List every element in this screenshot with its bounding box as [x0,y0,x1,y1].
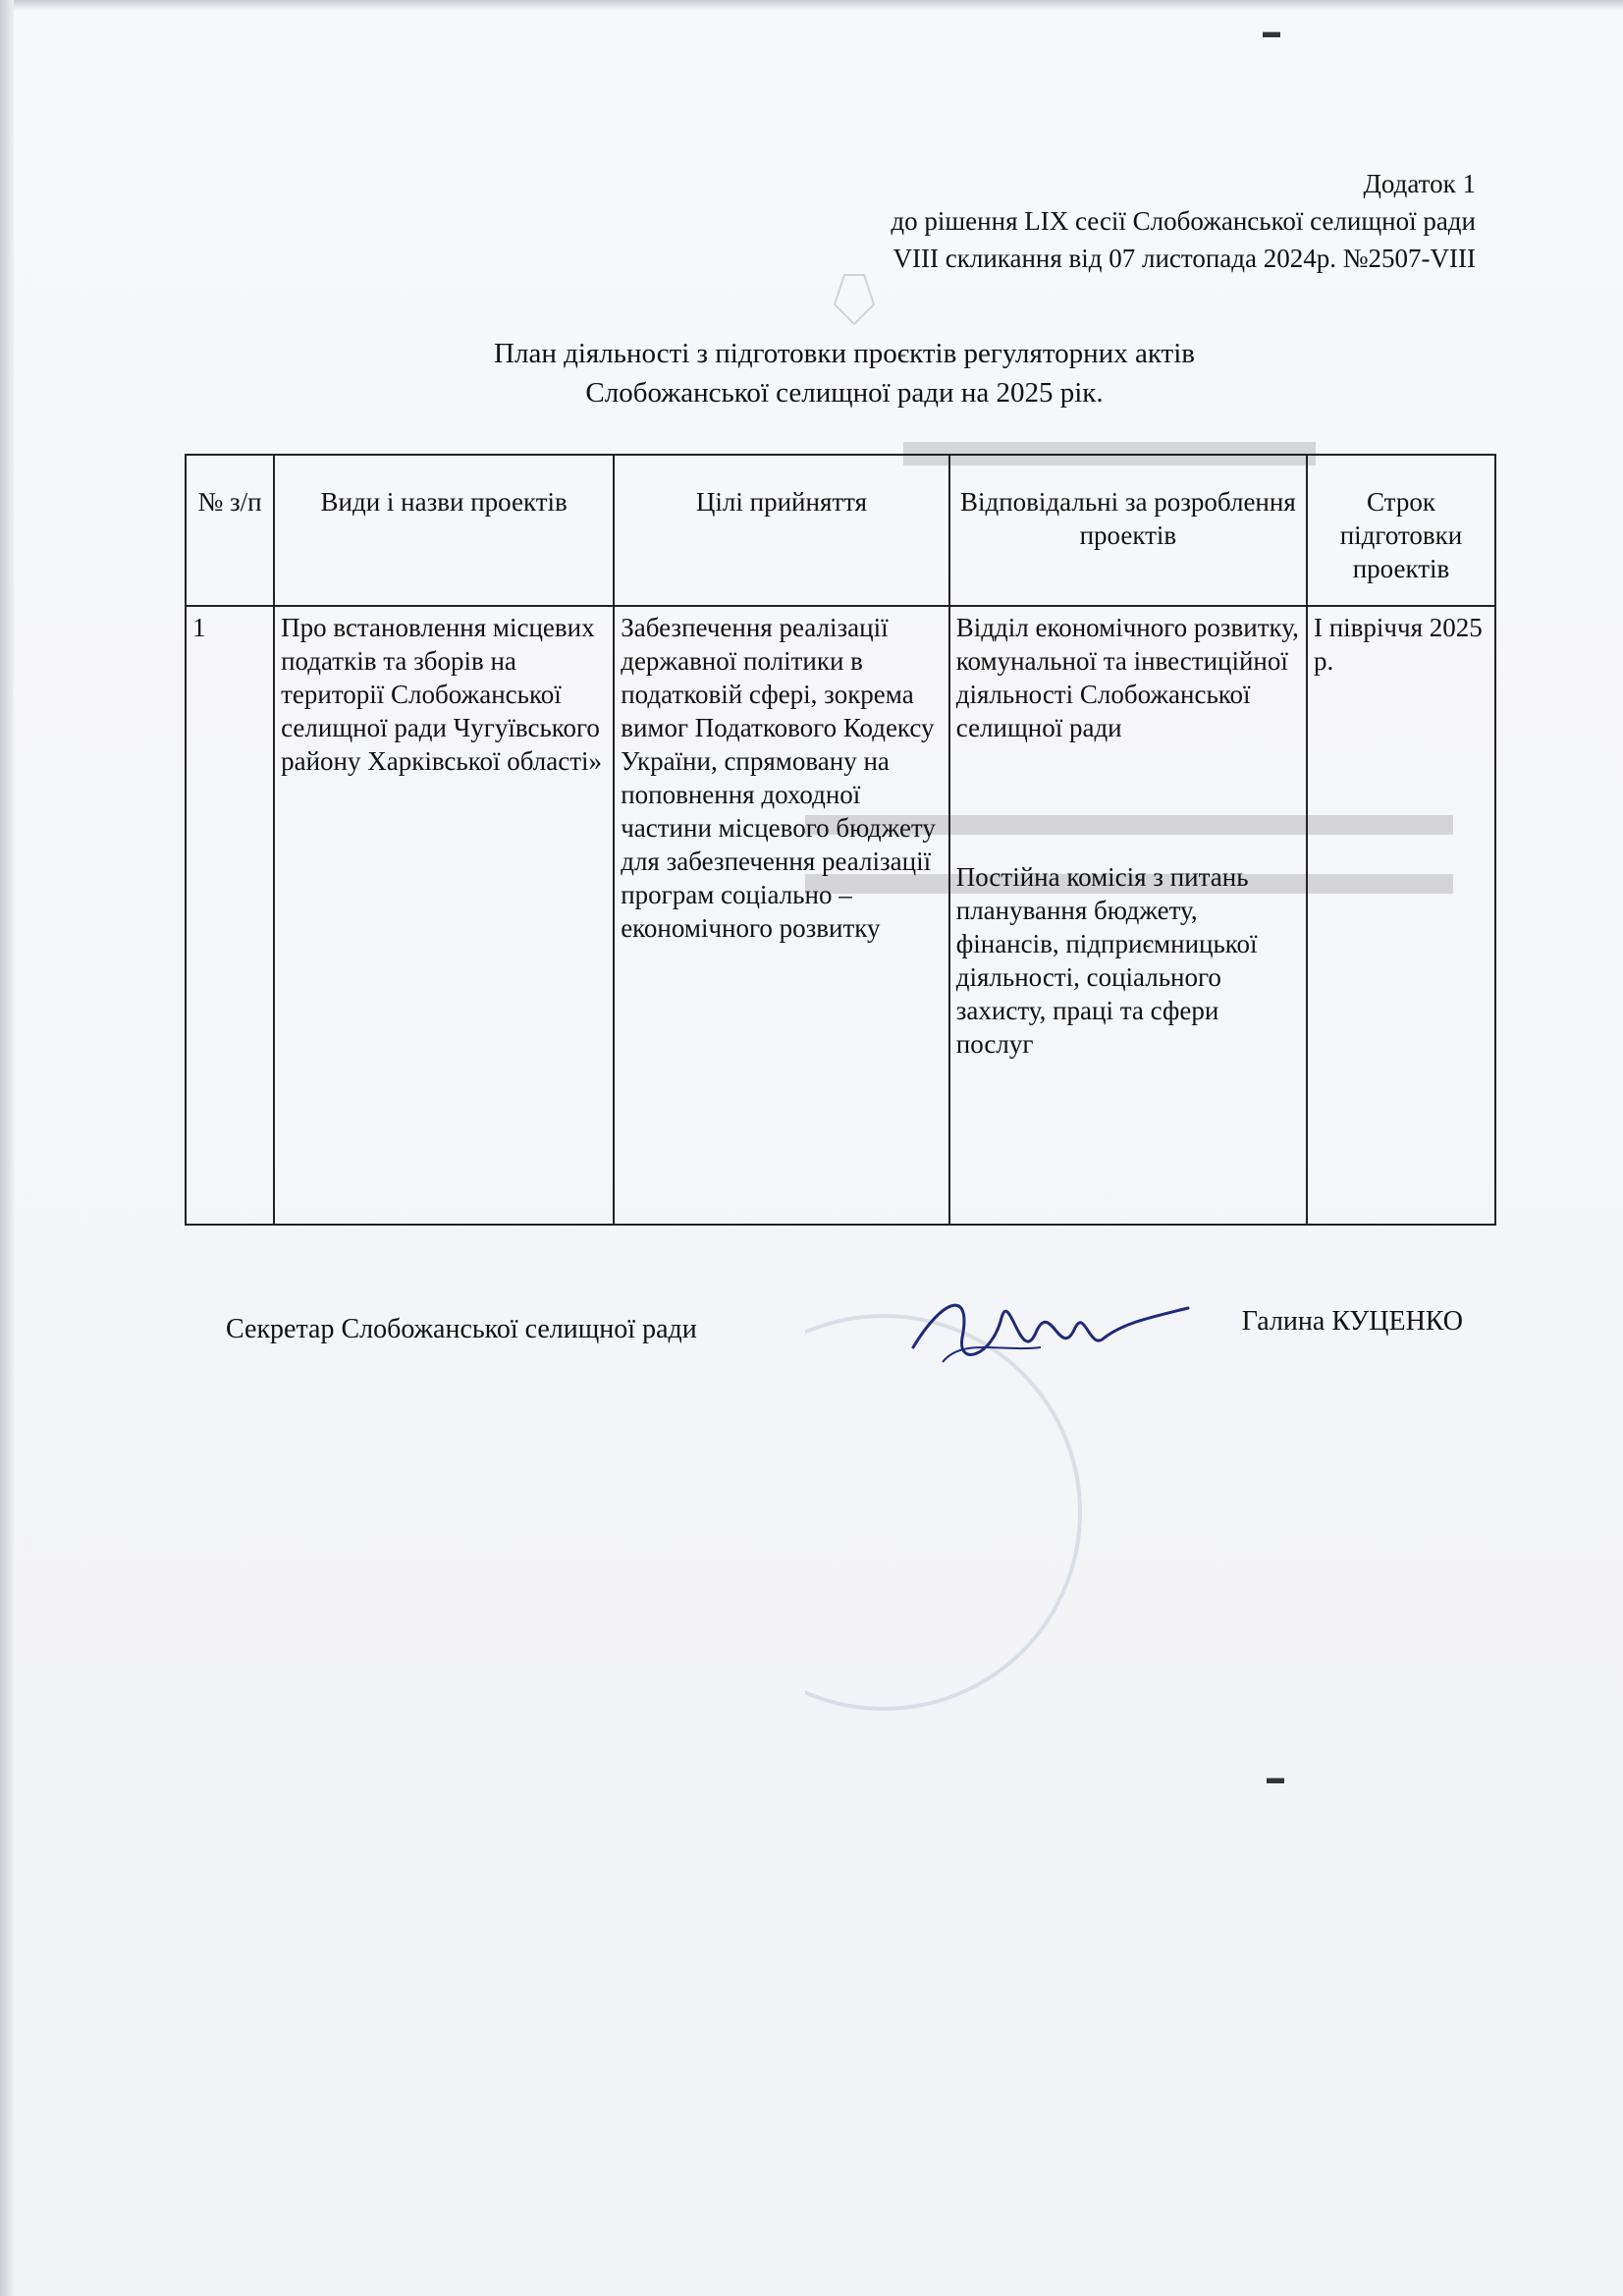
table-header-row [186,455,1495,606]
appendix-line-1: Додаток 1 [1363,169,1476,198]
signature-name: Галина КУЦЕНКО [1241,1306,1463,1337]
appendix-line-3: VIII скликання від 07 листопада 2024р. №2507-VIII [893,244,1476,273]
appendix-header [891,165,1476,277]
title-line-1: План діяльності з підготовки проєктів регуляторних актів [494,338,1195,369]
handwritten-signature-icon [903,1279,1198,1387]
document-title [432,334,1257,412]
responsible-department: Відділ економічного розвитку, комунальної та інвестиційної діяльності Слобожанської селищної ради [955,613,1299,742]
scan-mark: ▬ [1263,22,1280,41]
cell-responsible [949,606,1307,1225]
scan-mark: ▬ [1267,1768,1284,1787]
title-line-2: Слобожанської селищної ради на 2025 рік. [585,377,1104,409]
cell-spacer [956,744,1300,860]
responsible-commission: Постійна комісія з питань планування бюджету, фінансів, підприємницької діяльності, соціального захисту, праці та сфери послуг [955,862,1258,1059]
signature-label: Секретар Слобожанської селищної ради [226,1314,697,1344]
plan-table [185,454,1496,1226]
header-responsible: Відповідальні за розроблення проектів [949,455,1307,606]
appendix-line-2: до рішення LIX сесії Слобожанської селищної ради [891,206,1476,236]
cell-types: Про встановлення місцевих податків та зборів на території Слобожанської селищної ради Чугуївського району Харківської області» [274,606,614,1225]
page-left-edge [0,0,14,2296]
header-goals: Цілі прийняття [614,455,949,606]
header-term: Строк підготовки проектів [1307,455,1495,606]
table-row [186,606,1495,1225]
header-num: № з/п [186,455,274,606]
cell-term: І півріччя 2025 р. [1307,606,1495,1225]
header-types: Види і назви проектів [274,455,614,606]
signature-block [226,1306,1483,1385]
cell-num: 1 [186,606,274,1225]
page-top-edge [0,0,1623,10]
cell-goals: Забезпечення реалізації державної політики в податковій сфері, зокрема вимог Податкового Кодексу України, спрямовану на поповнення доходної частини місцевого бюджету для забезпечення реалізації програм соціально – економічного розвитку [614,606,949,1225]
